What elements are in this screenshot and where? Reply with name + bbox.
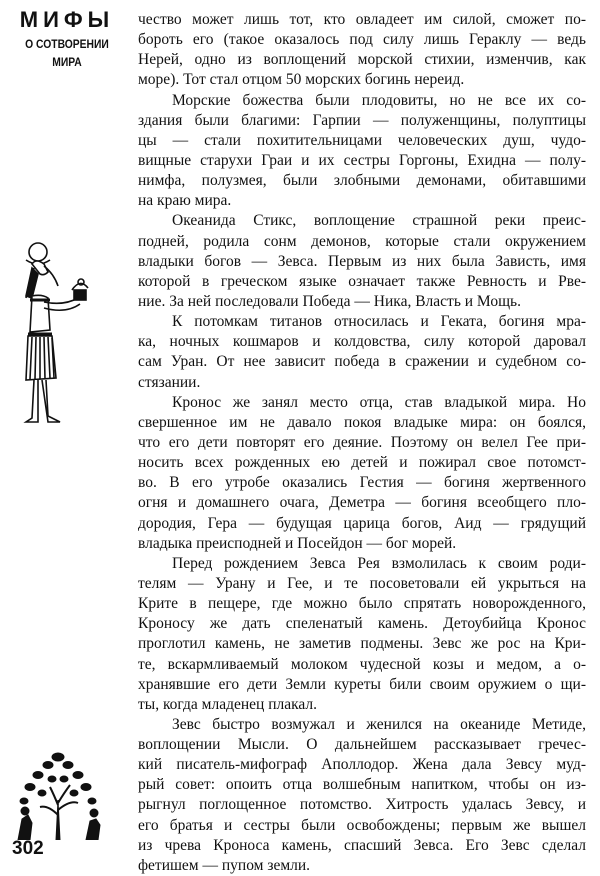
text-line: носить всех рожденных ею детей и пожирал свое потомст-	[138, 454, 586, 472]
text-line: Кронос же занял место отца, став владыкой мира. Но	[172, 393, 586, 411]
text-line: рый совет: опоить отца волшебным напитком, чтобы он из-	[138, 776, 586, 794]
text-line: его братья и сестры были освобождены; первым же вышел	[138, 816, 586, 834]
text-line: сам Уран. От нее зависит победа в сражении и судебном со-	[138, 353, 586, 371]
tree-with-figures-illustration	[12, 745, 104, 840]
text-line: Зевс быстро возмужал и женился на океаниде Метиде,	[172, 715, 586, 733]
text-line: цы — стали похитительницами человеческих душ, чудо-	[138, 131, 586, 149]
egyptian-god-figure-illustration	[8, 238, 118, 428]
text-line: фетишем — пупом земли.	[138, 856, 311, 874]
section-title: МИФЫ	[19, 7, 115, 32]
text-line: подней, родила сонм демонов, которые стали окружением	[138, 232, 586, 250]
text-line: те, вскармливаемый молоком чудесной козы и медом, а о-	[138, 655, 586, 673]
text-line: хранявшие его дети Земли куреты били своим оружием о щи-	[138, 675, 586, 693]
text-line: на краю мира.	[138, 192, 232, 210]
text-line: огня и домашнего очага, Деметра — богиня всеобщего пло-	[138, 494, 586, 512]
text-line: стязании.	[138, 373, 201, 391]
text-line: Морские божества были плодовиты, но не все их со-	[172, 91, 586, 109]
text-line: ние. За ней последовали Победа — Ника, Власть и Мощь.	[138, 292, 521, 310]
text-line: проглотил камень, не заметив подмены. Зевс же рос на Кри-	[138, 635, 586, 653]
text-line: Перед рождением Зевса Рея взмолилась к своим роди-	[172, 554, 586, 572]
text-line: вищные старухи Граи и их сестры Горгоны, Ехидна — полу-	[138, 151, 586, 169]
text-line: Океанида Стикс, воплощение страшной реки преис-	[172, 212, 586, 230]
text-line: телям — Урану и Гее, и те посоветовали ей укрыться на	[138, 574, 586, 592]
body-text	[138, 10, 586, 876]
section-subtitle-line2: МИРА	[52, 55, 82, 69]
text-line: кий писатель-мифограф Аполлодор. Жена дала Зевсу муд-	[138, 756, 586, 774]
text-line: рыгнул поглощенное потомство. Хитрость удалась Зевсу, и	[138, 796, 586, 814]
text-line: Крите в пещере, где можно было спрятать новорожденного,	[138, 595, 586, 613]
text-line: ты, когда младенец плакал.	[138, 695, 318, 713]
text-line: владыка преисподней и Посейдон — бог морей.	[138, 534, 457, 552]
text-line: К потомкам титанов относилась и Геката, богиня мра-	[172, 313, 586, 331]
text-line: во. В его утробе оказались Гестия — богиня жертвенного	[138, 474, 586, 492]
text-line: бороть его (такое оказалось под силу лишь Гераклу — ведь	[138, 31, 586, 49]
text-line: воплощении Мысли. О дальнейшем рассказывает гречес-	[138, 736, 586, 754]
text-line: море). Тот стал отцом 50 морских богинь нереид.	[138, 71, 465, 89]
text-line: ка, ночных кошмаров и колдовства, силу которой даровал	[138, 333, 586, 351]
section-subtitle-line1: О СОТВОРЕНИИ	[25, 37, 109, 51]
text-line: здания были благими: Гарпии — полуженщины, полуптицы	[138, 111, 586, 129]
text-line: Нерей, одно из воплощений морской стихии, изменчив, как	[138, 51, 586, 69]
text-line: владыки богов — Зевса. Первым из них была Зависть, имя	[138, 252, 586, 270]
text-line: которой в греческом языке означает также Ревность и Рве-	[138, 272, 586, 290]
text-line: свершенное им не давало покоя владыке мира: он боялся,	[138, 413, 586, 431]
text-line: Кроносу же дать спеленатый камень. Детоубийца Кронос	[138, 615, 586, 633]
text-line: из чрева Кроноса камень, спасший Зевса. Его Зевс сделал	[138, 836, 586, 854]
sidebar	[0, 0, 130, 870]
text-line: нимфа, полузмея, были злобными демонами, обитавшими	[138, 172, 586, 190]
page-number: 302	[12, 838, 44, 859]
text-line: что его дети повторят его деяние. Поэтому он велел Гее при-	[138, 433, 586, 451]
text-line: дородия, Гера — будущая царица богов, Аид — грядущий	[138, 514, 586, 532]
section-subtitle	[16, 35, 117, 71]
text-line: чество может лишь тот, кто овладеет им силой, сможет по-	[138, 11, 586, 28]
